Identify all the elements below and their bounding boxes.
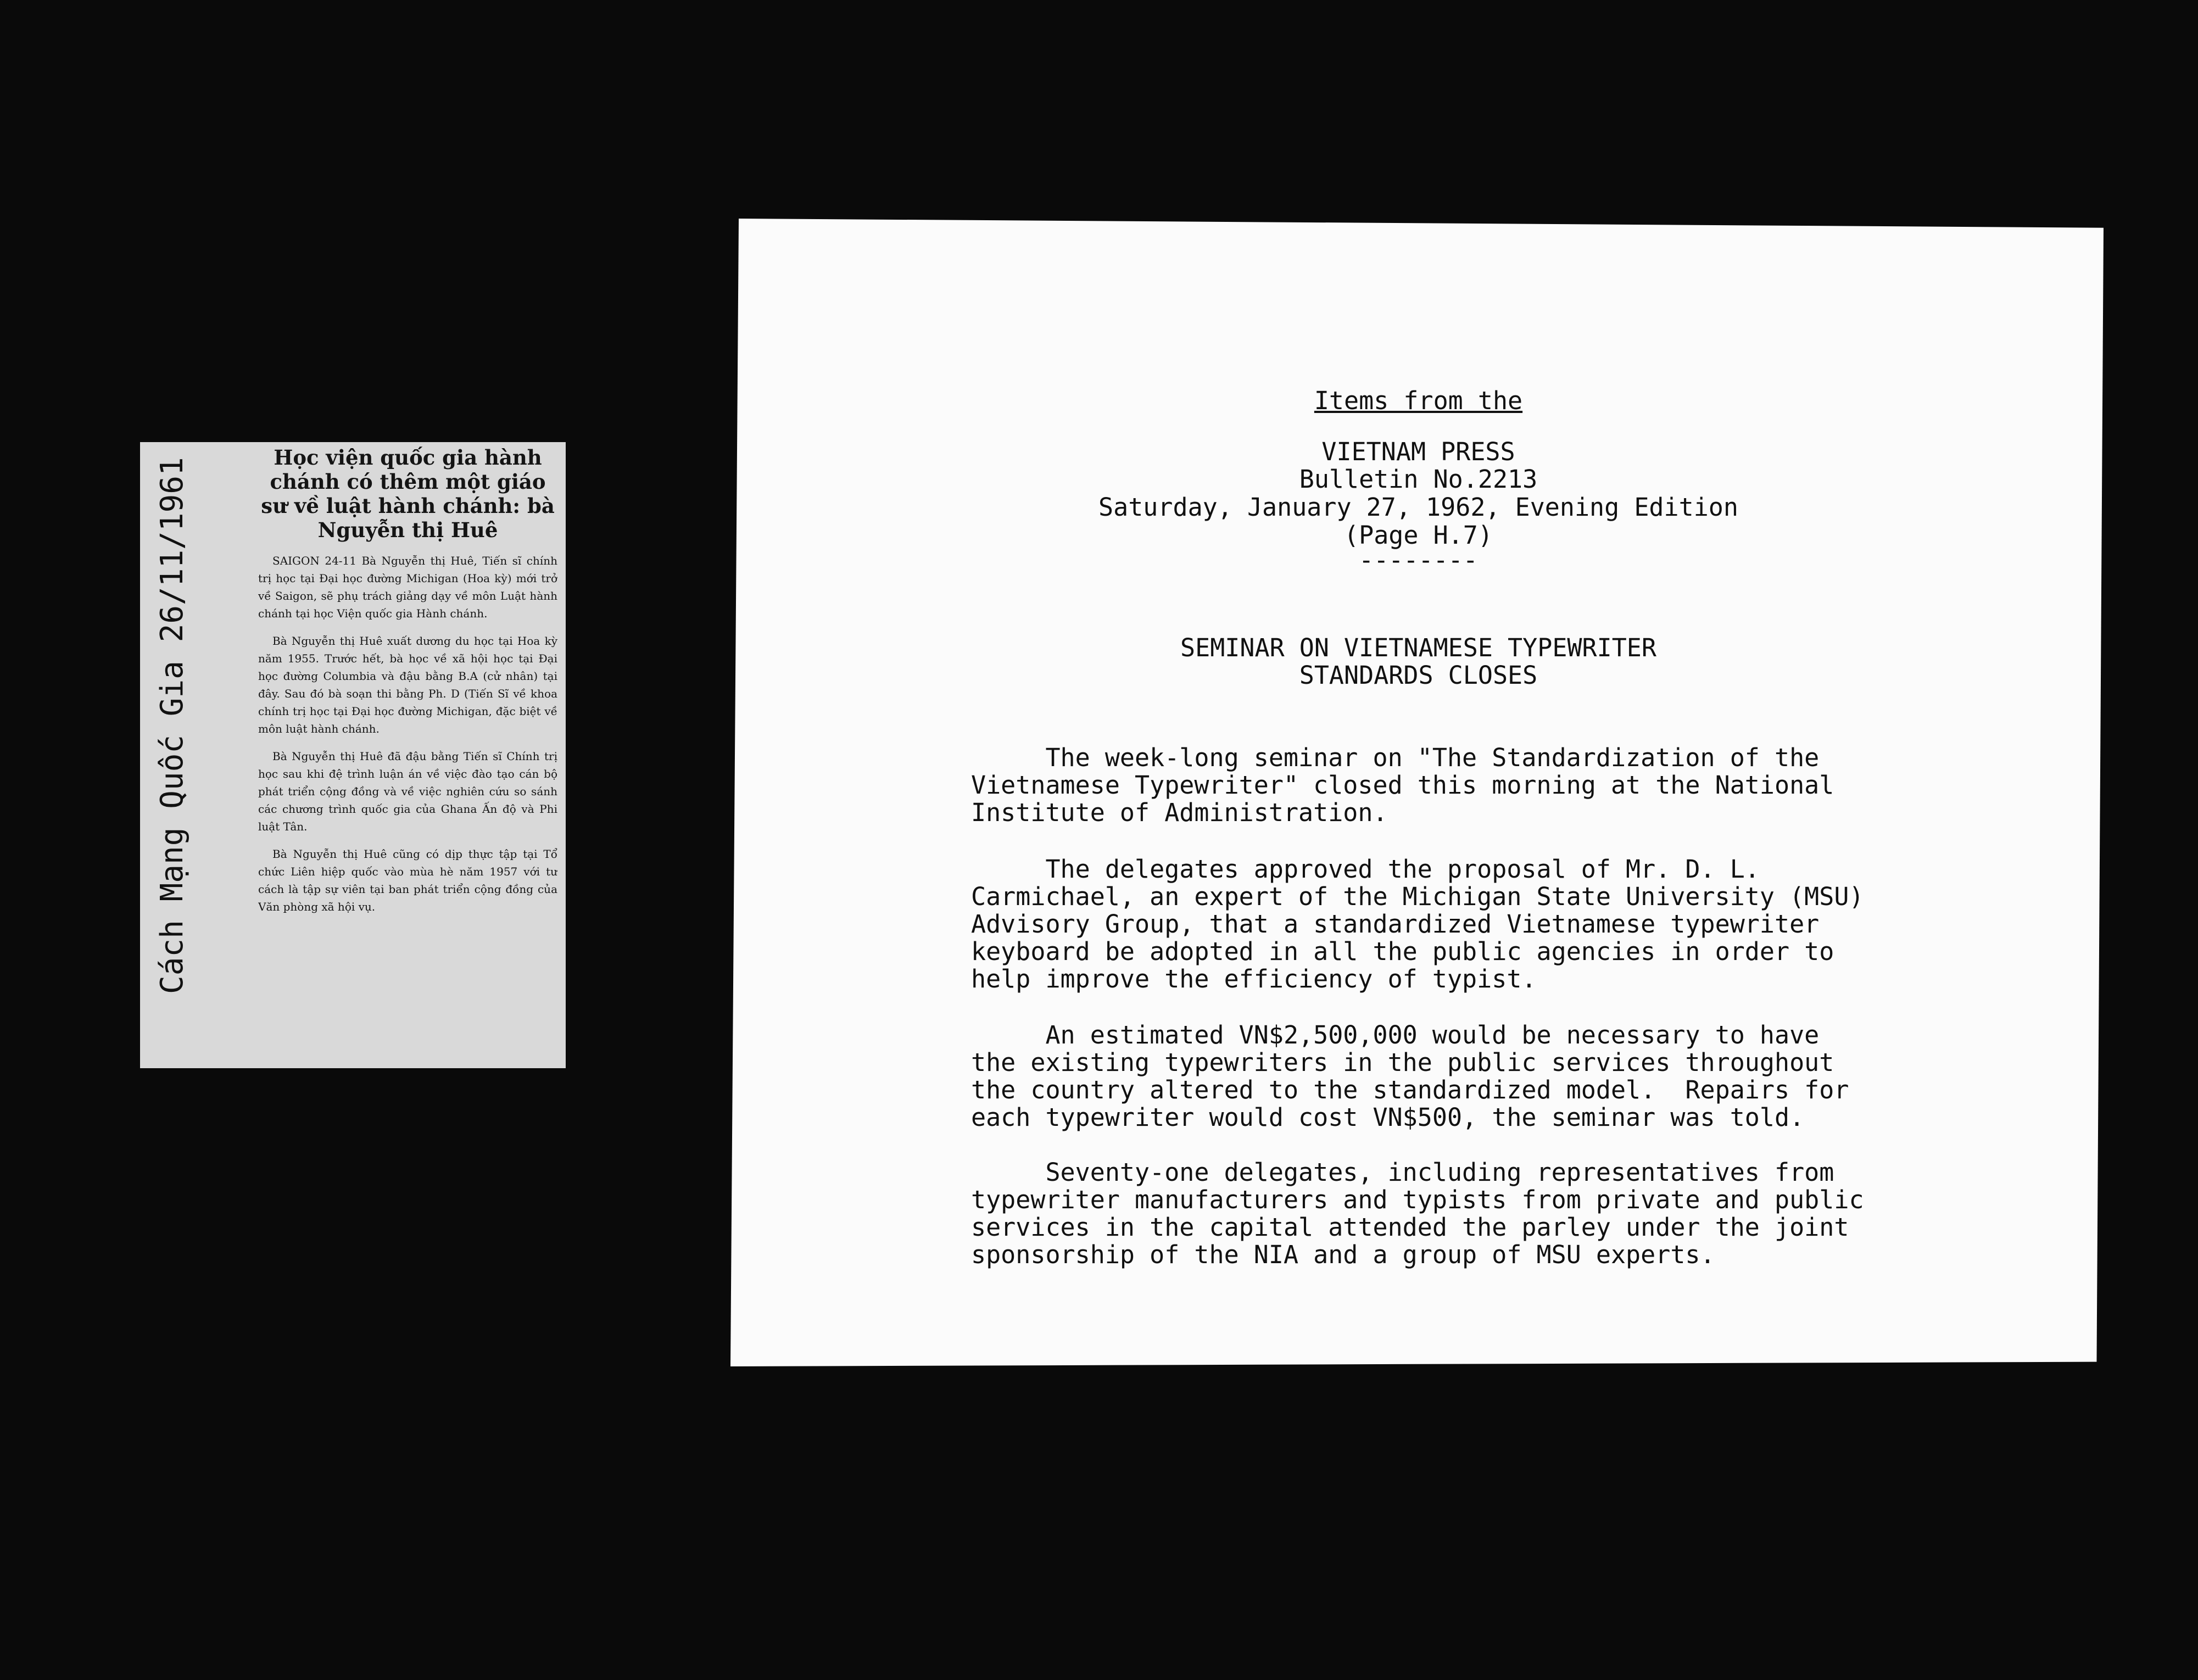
header-divider: -------- xyxy=(1359,545,1478,574)
article-paragraph-2: The delegates approved the proposal of Mr. D. L. Carmichael, an expert of the Michigan State University (MSU) Advisory Group, that a standardized Vietnamese typewriter keyboard be adopted in all the public agencies in order to help improve the efficiency of typist. xyxy=(971,855,1864,994)
article-paragraph-3: An estimated VN$2,500,000 would be necessary to have the existing typewriters in the public services throughout the country altered to the standardized model. Repairs for each typewriter would cost VN$500, the seminar was told. xyxy=(971,1020,1849,1132)
article-paragraph-4: Seventy-one delegates, including representatives from typewriter manufacturers and typists from private and public services in the capital attended the parley under the joint sponsorship of the NIA and a group of MSU experts. xyxy=(971,1158,1864,1269)
clipping-paragraph: Bà Nguyễn thị Huê cũng có dịp thực tập tại Tổ chức Liên hiệp quốc vào mùa hè năm 1957 với tư cách là tập sự viên tại ban phát triển cộng đồng của Văn phòng xã hội vụ. xyxy=(258,847,557,913)
article-paragraph-1: The week-long seminar on "The Standardization of the Vietnamese Typewriter" closed this morning at the National Institute of Administration. xyxy=(971,743,1834,827)
article-title-line-2: STANDARDS CLOSES xyxy=(1299,661,1538,690)
header-bulletin-number: Bulletin No.2213 xyxy=(1299,465,1538,494)
header-page-ref: (Page H.7) xyxy=(1344,521,1493,550)
clipping-source-note: Cách Mạng Quốc Gia 26/11/1961 xyxy=(154,457,190,994)
clipping-article xyxy=(258,442,557,1065)
clipping-headline: Học viện quốc gia hành chánh có thêm một giáo sư về luật hành chánh: bà Nguyễn thị Huê xyxy=(261,445,555,542)
article-title-line-1: SEMINAR ON VIETNAMESE TYPEWRITER xyxy=(1180,633,1656,662)
clipping-paragraph: SAIGON 24-11 Bà Nguyễn thị Huê, Tiến sĩ chính trị học tại Đại học đường Michigan (Hoa kỳ) mới trở về Saigon, sẽ phụ trách giảng dạy về môn Luật hành chánh tại học Viện quốc gia Hành chánh. xyxy=(258,554,557,620)
header-date-edition: Saturday, January 27, 1962, Evening Edition xyxy=(1098,493,1738,522)
header-items-from: Items from the xyxy=(1314,386,1523,415)
clipping-paragraph: Bà Nguyễn thị Huê xuất dương du học tại Hoa kỳ năm 1955. Trước hết, bà học về xã hội học tại Đại học đường Columbia và đậu bằng B.A (cử nhân) tại đây. Sau đó bà soạn thi bằng Ph. D (Tiến Sĩ về khoa chính trị học tại Đại học đường Michigan, đặc biệt về môn luật hành chánh. xyxy=(258,634,557,735)
header-press-name: VIETNAM PRESS xyxy=(1321,437,1515,466)
clipping-paragraph: Bà Nguyễn thị Huê đã đậu bằng Tiến sĩ Chính trị học sau khi đệ trình luận án về việc đào tạo cán bộ phát triển cộng đồng và về việc nghiên cứu so sánh các chương trình quốc gia của Ghana Ấn độ và Phi luật Tân. xyxy=(258,750,557,833)
